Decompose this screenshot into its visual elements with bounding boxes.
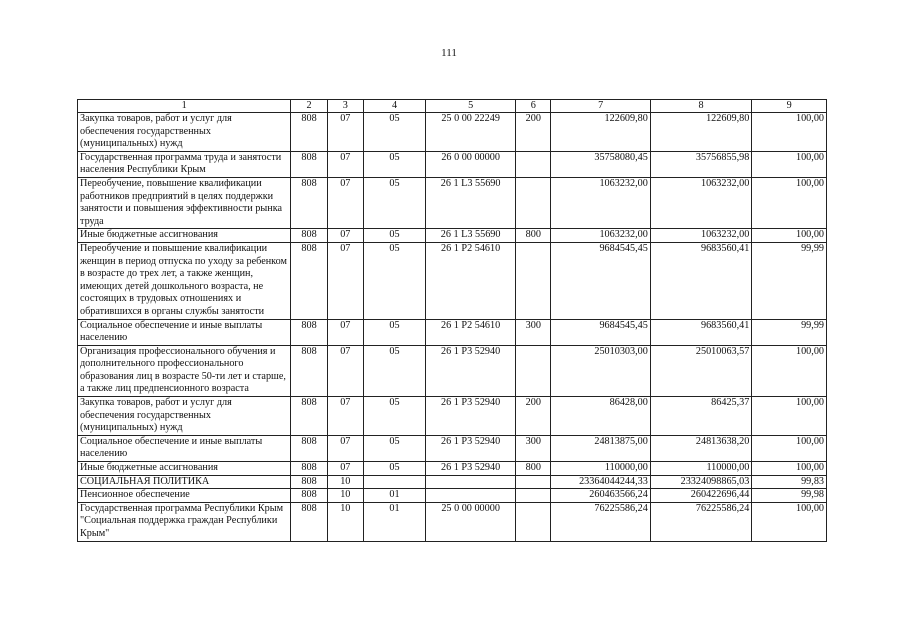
row-code-cell: 808	[291, 151, 327, 177]
row-code-cell: 808	[291, 462, 327, 476]
table-row	[78, 489, 827, 503]
table-row	[78, 229, 827, 243]
row-actual-amount-cell: 9683560,41	[650, 242, 752, 319]
column-header: 4	[363, 100, 425, 113]
row-section-cell: 07	[327, 151, 363, 177]
row-target-article-cell: 26 0 00 00000	[426, 151, 516, 177]
row-code-cell: 808	[291, 113, 327, 152]
table-row	[78, 151, 827, 177]
row-target-article-cell: 25 0 00 22249	[426, 113, 516, 152]
table-row	[78, 502, 827, 541]
row-percent-cell: 99,99	[752, 319, 827, 345]
table-row	[78, 113, 827, 152]
row-name-cell: Переобучение, повышение квалификации работников предприятий в целях поддержки занятости и повышения эффективности рынка труда	[78, 177, 291, 228]
row-section-cell: 07	[327, 113, 363, 152]
row-percent-cell: 99,83	[752, 475, 827, 489]
row-planned-amount-cell: 35758080,45	[551, 151, 650, 177]
row-code-cell: 808	[291, 435, 327, 461]
row-actual-amount-cell: 23324098865,03	[650, 475, 752, 489]
row-target-article-cell: 26 1 P3 52940	[426, 462, 516, 476]
row-target-article-cell: 25 0 00 00000	[426, 502, 516, 541]
row-code-cell: 808	[291, 242, 327, 319]
row-subsection-cell: 01	[363, 502, 425, 541]
row-code-cell: 808	[291, 502, 327, 541]
row-percent-cell: 100,00	[752, 397, 827, 436]
row-expense-type-cell	[516, 489, 551, 503]
row-actual-amount-cell: 110000,00	[650, 462, 752, 476]
row-planned-amount-cell: 86428,00	[551, 397, 650, 436]
row-target-article-cell: 26 1 P2 54610	[426, 319, 516, 345]
column-header: 7	[551, 100, 650, 113]
row-subsection-cell: 05	[363, 345, 425, 396]
row-subsection-cell: 05	[363, 229, 425, 243]
row-planned-amount-cell: 1063232,00	[551, 177, 650, 228]
row-subsection-cell: 05	[363, 151, 425, 177]
row-percent-cell: 100,00	[752, 462, 827, 476]
row-code-cell: 808	[291, 319, 327, 345]
column-header: 2	[291, 100, 327, 113]
row-subsection-cell: 05	[363, 177, 425, 228]
row-subsection-cell: 05	[363, 319, 425, 345]
row-expense-type-cell: 800	[516, 462, 551, 476]
page-number: 111	[441, 47, 457, 59]
row-expense-type-cell: 200	[516, 397, 551, 436]
row-name-cell: Переобучение и повышение квалификации женщин в период отпуска по уходу за ребенком в возрасте до трех лет, а также женщин, имеющих детей дошкольного возраста, не состоящих в трудовых отношениях и обратившихся в органы службы занятости	[78, 242, 291, 319]
row-planned-amount-cell: 1063232,00	[551, 229, 650, 243]
row-section-cell: 07	[327, 435, 363, 461]
row-code-cell: 808	[291, 489, 327, 503]
row-name-cell: Государственная программа Республики Крым "Социальная поддержка граждан Республики Крым"	[78, 502, 291, 541]
row-code-cell: 808	[291, 345, 327, 396]
row-planned-amount-cell: 9684545,45	[551, 242, 650, 319]
table-row	[78, 475, 827, 489]
table-row	[78, 242, 827, 319]
row-actual-amount-cell: 9683560,41	[650, 319, 752, 345]
row-expense-type-cell: 300	[516, 435, 551, 461]
row-percent-cell: 100,00	[752, 177, 827, 228]
row-expense-type-cell: 200	[516, 113, 551, 152]
row-section-cell: 07	[327, 462, 363, 476]
row-percent-cell: 100,00	[752, 345, 827, 396]
row-expense-type-cell	[516, 177, 551, 228]
row-code-cell: 808	[291, 397, 327, 436]
row-section-cell: 07	[327, 397, 363, 436]
row-percent-cell: 99,99	[752, 242, 827, 319]
row-name-cell: Закупка товаров, работ и услуг для обеспечения государственных (муниципальных) нужд	[78, 397, 291, 436]
row-section-cell: 10	[327, 475, 363, 489]
row-name-cell: Пенсионное обеспечение	[78, 489, 291, 503]
table-header-row	[78, 100, 827, 113]
row-section-cell: 07	[327, 319, 363, 345]
budget-table	[77, 99, 827, 542]
row-code-cell: 808	[291, 177, 327, 228]
row-name-cell: Закупка товаров, работ и услуг для обеспечения государственных (муниципальных) нужд	[78, 113, 291, 152]
row-actual-amount-cell: 260422696,44	[650, 489, 752, 503]
row-target-article-cell: 26 1 L3 55690	[426, 229, 516, 243]
column-header: 1	[78, 100, 291, 113]
row-section-cell: 07	[327, 345, 363, 396]
row-planned-amount-cell: 24813875,00	[551, 435, 650, 461]
row-target-article-cell: 26 1 L3 55690	[426, 177, 516, 228]
row-expense-type-cell	[516, 475, 551, 489]
row-actual-amount-cell: 1063232,00	[650, 229, 752, 243]
row-subsection-cell: 01	[363, 489, 425, 503]
row-expense-type-cell	[516, 242, 551, 319]
row-expense-type-cell: 300	[516, 319, 551, 345]
row-name-cell: Социальное обеспечение и иные выплаты населению	[78, 319, 291, 345]
table-row	[78, 177, 827, 228]
table-row	[78, 435, 827, 461]
row-expense-type-cell	[516, 502, 551, 541]
row-name-cell: Организация профессионального обучения и дополнительного профессионального образования лиц в возрасте 50-ти лет и старше, а также лиц предпенсионного возраста	[78, 345, 291, 396]
row-subsection-cell: 05	[363, 113, 425, 152]
row-percent-cell: 100,00	[752, 151, 827, 177]
row-section-cell: 10	[327, 489, 363, 503]
row-actual-amount-cell: 25010063,57	[650, 345, 752, 396]
row-planned-amount-cell: 260463566,24	[551, 489, 650, 503]
row-planned-amount-cell: 25010303,00	[551, 345, 650, 396]
row-target-article-cell: 26 1 P3 52940	[426, 397, 516, 436]
row-planned-amount-cell: 23364044244,33	[551, 475, 650, 489]
column-header: 3	[327, 100, 363, 113]
row-code-cell: 808	[291, 229, 327, 243]
row-target-article-cell	[426, 475, 516, 489]
column-header: 8	[650, 100, 752, 113]
row-section-cell: 07	[327, 229, 363, 243]
row-name-cell: СОЦИАЛЬНАЯ ПОЛИТИКА	[78, 475, 291, 489]
row-target-article-cell: 26 1 P3 52940	[426, 435, 516, 461]
column-header: 9	[752, 100, 827, 113]
table-row	[78, 345, 827, 396]
table-row	[78, 397, 827, 436]
column-header: 5	[426, 100, 516, 113]
row-expense-type-cell	[516, 345, 551, 396]
row-planned-amount-cell: 122609,80	[551, 113, 650, 152]
row-target-article-cell: 26 1 P2 54610	[426, 242, 516, 319]
row-planned-amount-cell: 110000,00	[551, 462, 650, 476]
row-subsection-cell: 05	[363, 462, 425, 476]
row-target-article-cell	[426, 489, 516, 503]
row-code-cell: 808	[291, 475, 327, 489]
table-row	[78, 462, 827, 476]
row-percent-cell: 100,00	[752, 229, 827, 243]
row-expense-type-cell	[516, 151, 551, 177]
row-actual-amount-cell: 86425,37	[650, 397, 752, 436]
row-planned-amount-cell: 76225586,24	[551, 502, 650, 541]
row-percent-cell: 99,98	[752, 489, 827, 503]
table-row	[78, 319, 827, 345]
row-actual-amount-cell: 35756855,98	[650, 151, 752, 177]
column-header: 6	[516, 100, 551, 113]
row-subsection-cell: 05	[363, 242, 425, 319]
row-percent-cell: 100,00	[752, 435, 827, 461]
row-section-cell: 07	[327, 242, 363, 319]
row-section-cell: 07	[327, 177, 363, 228]
row-subsection-cell	[363, 475, 425, 489]
row-subsection-cell: 05	[363, 435, 425, 461]
row-percent-cell: 100,00	[752, 502, 827, 541]
row-name-cell: Иные бюджетные ассигнования	[78, 229, 291, 243]
row-planned-amount-cell: 9684545,45	[551, 319, 650, 345]
row-percent-cell: 100,00	[752, 113, 827, 152]
row-expense-type-cell: 800	[516, 229, 551, 243]
row-actual-amount-cell: 24813638,20	[650, 435, 752, 461]
row-subsection-cell: 05	[363, 397, 425, 436]
row-actual-amount-cell: 76225586,24	[650, 502, 752, 541]
row-section-cell: 10	[327, 502, 363, 541]
row-name-cell: Социальное обеспечение и иные выплаты населению	[78, 435, 291, 461]
row-actual-amount-cell: 122609,80	[650, 113, 752, 152]
row-name-cell: Государственная программа труда и занятости населения Республики Крым	[78, 151, 291, 177]
row-name-cell: Иные бюджетные ассигнования	[78, 462, 291, 476]
row-actual-amount-cell: 1063232,00	[650, 177, 752, 228]
row-target-article-cell: 26 1 P3 52940	[426, 345, 516, 396]
